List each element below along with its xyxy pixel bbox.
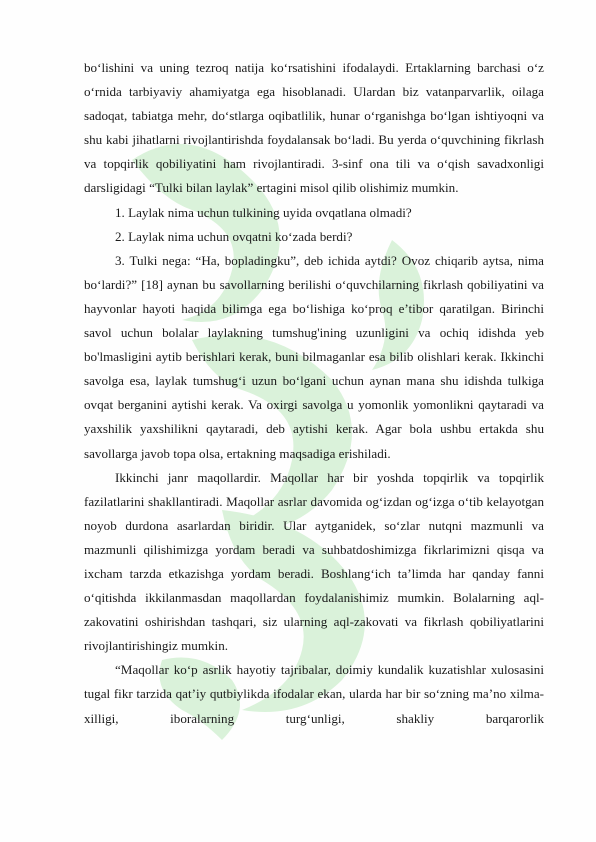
paragraph-maqollar: Ikkinchi janr maqollardir. Maqollar har bir yoshda topqirlik va topqirlik fazilatlarini shakllantiradi. Maqollar asrlar davomida og‘izdan og‘izga o‘tib kelayotgan noyob durdona asarlardan biridir. Ular aytganidek, so‘zlar nutqni mazmunli va mazmunli qilishimizga yordam beradi va suhbatdoshimizga fikrlarimizni qisqa va ixcham tarzda etkazishga yordam beradi. Boshlang‘ich ta’limda har qanday fanni o‘qitishda ikkilanmasdan maqollardan foydalanishimiz mumkin. Bolalarning aql-zakovatini oshirishdan tashqari, siz ularning aql-zakovati va fikrlash qobiliyatlarini rivojlantirishingiz mumkin. bbox=[84, 469, 544, 654]
question-2: 2. Laylak nima uchun ovqatni ko‘zada berdi? bbox=[115, 228, 353, 244]
question-1: 1. Laylak nima uchun tulkining uyida ovqatlana olmadi? bbox=[115, 204, 412, 220]
paragraph-quote: “Maqollar ko‘p asrlik hayotiy tajribalar, doimiy kundalik kuzatishlar xulosasini tugal fikr tarzida qat’iy qutbiylikda ifodalar ekan, ularda har bir so‘zning ma’no xilma-xilligi, iboralarning turg‘unligi, shakliy barqarorlik bbox=[84, 662, 544, 726]
paragraph-1: bo‘lishini va uning tezroq natija ko‘rsatishini ifodalaydi. Ertaklarning barchasi o‘z o‘rnida tarbiyaviy ahamiyatga ega hisoblanadi. Ulardan biz vatanparvarlik, oilaga sadoqat, tabiatga mehr, do‘stlarga oqibatlilik, hunar o‘rganishga bo‘lgan ishtiyoqni va shu kabi jihatlarni rivojlantirishda foydalansak bo‘ladi. Bu yerda o‘quvchining fikrlash va topqirlik qobiliyatini ham rivojlantiradi. 3-sinf ona tili va o‘qish savadxonligi darsligidagi “Tulki bilan laylak” ertagini misol qilib olishimiz mumkin. bbox=[84, 60, 544, 196]
body-text bbox=[84, 56, 544, 731]
paragraph-question-3: 3. Tulki nega: “Ha, bopladingku”, deb ichida aytdi? Ovoz chiqarib aytsa, nima bo‘lardi?” [18] aynan bu savollarning berilishi o‘quvchilarning fikrlash qobiliyatini va hayvonlar hayoti haqida bilimga ega bo‘lishiga ko‘proq e’tibor qaratilgan. Birinchi savol uchun bolalar laylakning tumshug'ining uzunligini va ochiq idishda yeb bo'lmasligini aytib berishlari kerak, buni bilmaganlar esa bilib olishlari kerak. Ikkinchi savolga esa, laylak tumshug‘i uzun bo‘lgani uchun aynan mana shu idishda tulkiga ovqat berganini aytishi kerak. Va oxirgi savolga u yomonlik yomonlikni qaytaradi va yaxshilik yaxshilikni qaytaradi, deb aytishi kerak. Agar bola ushbu ertakda shu savollarga javob topa olsa, ertakning maqsadiga erishiladi. bbox=[84, 252, 544, 461]
